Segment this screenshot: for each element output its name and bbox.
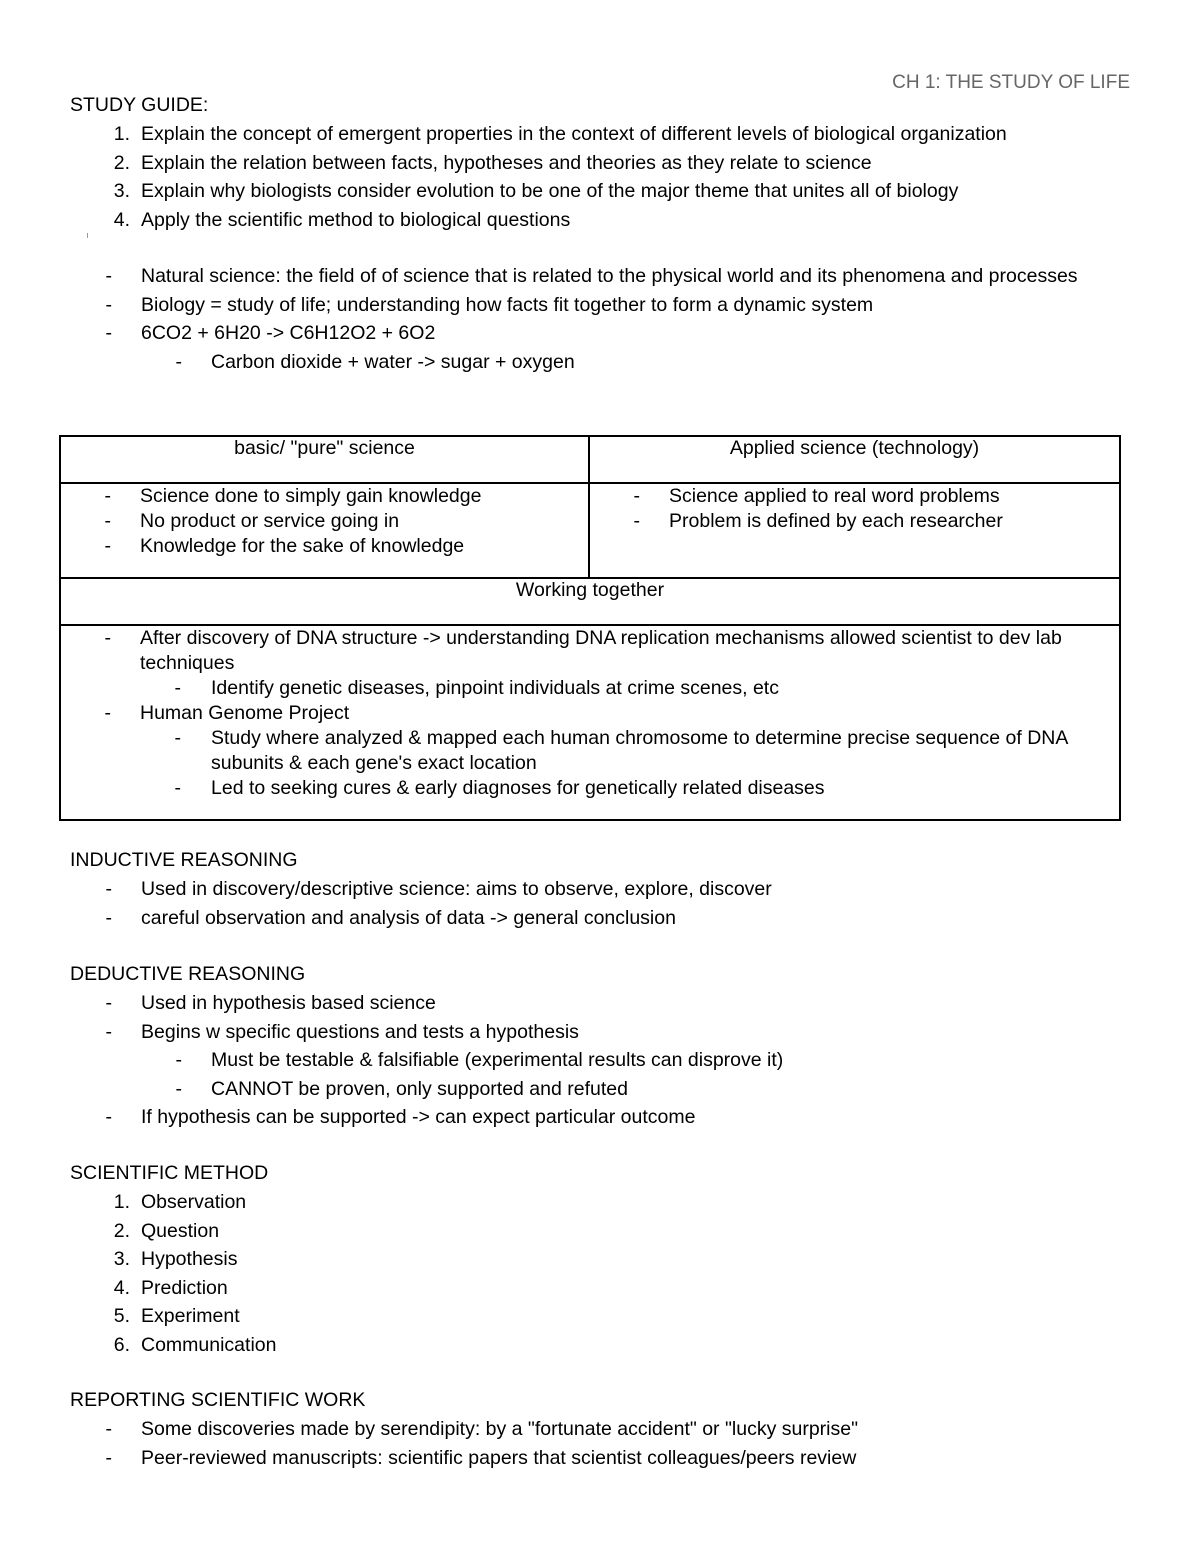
sub-bullet-item: - CANNOT be proven, only supported and refuted xyxy=(175,1077,628,1100)
study-guide-item: 2. Explain the relation between facts, hypotheses and theories as they relate to science xyxy=(113,151,872,174)
list-item: - Knowledge for the sake of knowledge xyxy=(104,535,465,557)
study-guide-item: 1. Explain the concept of emergent properties in the context of different levels of biological organization xyxy=(113,123,1007,145)
bullet-item: - Used in discovery/descriptive science: aims to observe, explore, discover xyxy=(105,878,772,900)
bullet-item: - careful observation and analysis of data -> general conclusion xyxy=(105,906,676,929)
deductive-heading: DEDUCTIVE REASONING xyxy=(70,963,306,985)
basic-science-cell xyxy=(60,483,589,578)
sub-list-item: - Identify genetic diseases, pinpoint individuals at crime scenes, etc xyxy=(174,677,779,699)
study-guide-section xyxy=(70,91,1140,234)
sub-list-item: - Study where analyzed & mapped each human chromosome to determine precise sequence of DNA subunits & each gene's exact location xyxy=(174,727,1068,774)
bullet-item: - If hypothesis can be supported -> can expect particular outcome xyxy=(105,1106,696,1129)
bullet-item: - Natural science: the field of of science that is related to the physical world and its phenomena and processes xyxy=(105,265,1078,287)
bullet-item: - 6CO2 + 6H20 -> C6H12O2 + 6O2 xyxy=(105,322,436,345)
list-item: - Science done to simply gain knowledge xyxy=(104,485,482,507)
intro-section xyxy=(70,262,1140,376)
bullet-item: - Some discoveries made by serendipity: by a "fortunate accident" or "lucky surprise" xyxy=(105,1418,859,1440)
basic-science-header: basic/ "pure" science xyxy=(60,436,589,483)
applied-science-cell xyxy=(589,483,1120,578)
bullet-item: - Biology = study of life; understanding how facts fit together to form a dynamic system xyxy=(105,293,874,316)
list-item: - Human Genome Project xyxy=(104,702,350,724)
list-item: - No product or service going in xyxy=(104,510,400,532)
working-together-cell xyxy=(60,625,1120,820)
method-step: 3. Hypothesis xyxy=(113,1248,238,1271)
science-comparison-table xyxy=(59,435,1121,821)
method-step: 4. Prediction xyxy=(113,1276,228,1299)
sub-bullet-item: - Must be testable & falsifiable (experimental results can disprove it) xyxy=(175,1049,784,1072)
inductive-heading: INDUCTIVE REASONING xyxy=(70,849,298,871)
list-item: - After discovery of DNA structure -> understanding DNA replication mechanisms allowed scientist to dev lab techniques xyxy=(104,627,1062,674)
scientific-method-heading: SCIENTIFIC METHOD xyxy=(70,1162,269,1184)
reporting-heading: REPORTING SCIENTIFIC WORK xyxy=(70,1389,366,1411)
stray-mark xyxy=(87,233,88,238)
study-guide-heading: STUDY GUIDE: xyxy=(70,94,209,116)
working-together-header: Working together xyxy=(60,578,1120,625)
inductive-section xyxy=(70,846,1140,932)
study-guide-item: 3. Explain why biologists consider evolution to be one of the major theme that unites all of biology xyxy=(113,180,959,203)
list-item: - Problem is defined by each researcher xyxy=(633,510,1003,532)
list-item: - Science applied to real word problems xyxy=(633,485,1000,507)
method-step: 5. Experiment xyxy=(113,1305,240,1328)
reporting-section xyxy=(70,1386,1140,1472)
sub-bullet-item: - Carbon dioxide + water -> sugar + oxygen xyxy=(175,350,575,373)
bullet-item: - Used in hypothesis based science xyxy=(105,992,436,1014)
applied-science-header: Applied science (technology) xyxy=(589,436,1120,483)
bullet-item: - Begins w specific questions and tests a hypothesis xyxy=(105,1020,579,1043)
scientific-method-section xyxy=(70,1159,1140,1360)
method-step: 6. Communication xyxy=(113,1333,277,1356)
bullet-item: - Peer-reviewed manuscripts: scientific papers that scientist colleagues/peers review xyxy=(105,1446,857,1469)
method-step: 1. Observation xyxy=(113,1191,247,1213)
study-guide-item: 4. Apply the scientific method to biological questions xyxy=(113,208,571,231)
sub-list-item: - Led to seeking cures & early diagnoses for genetically related diseases xyxy=(174,777,825,799)
method-step: 2. Question xyxy=(113,1219,220,1242)
chapter-title: CH 1: THE STUDY OF LIFE xyxy=(892,72,1130,93)
deductive-section xyxy=(70,960,1140,1132)
